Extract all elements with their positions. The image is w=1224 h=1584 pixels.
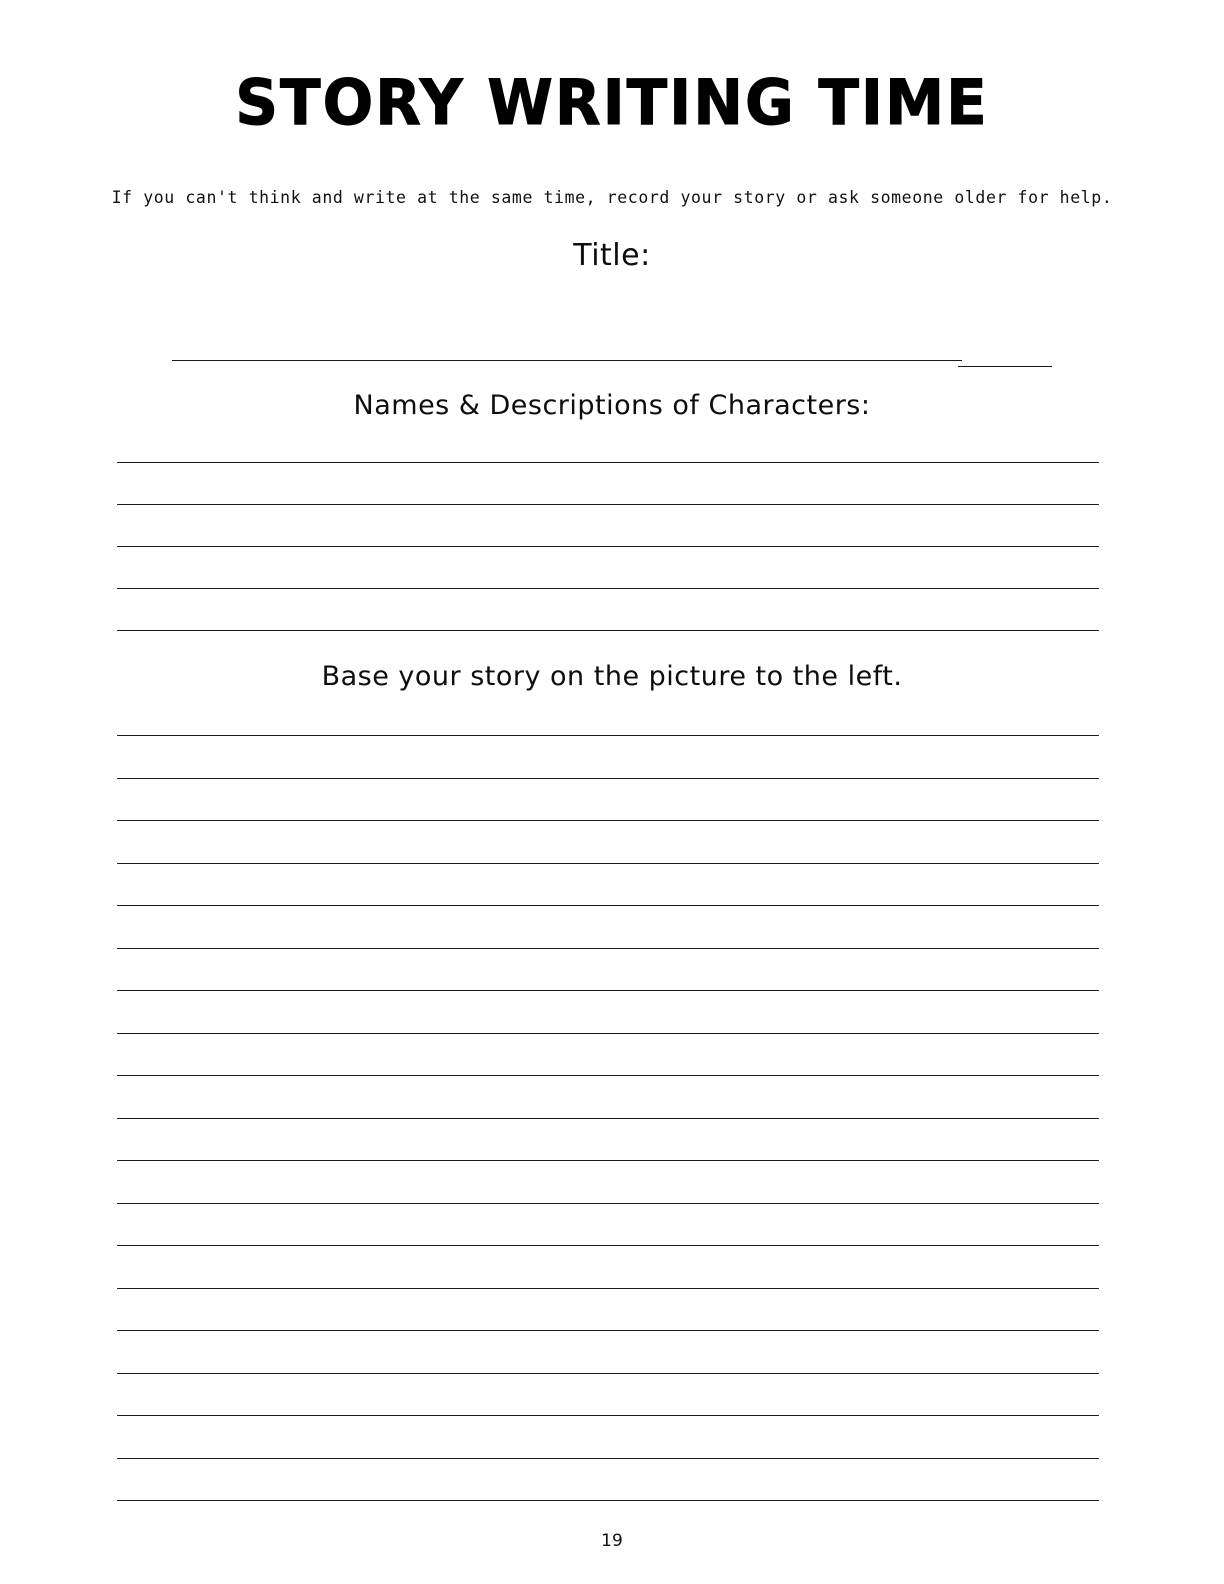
page-title: STORY WRITING TIME: [235, 66, 989, 139]
section-heading-title: Title:: [573, 238, 651, 273]
section-heading-characters: Names & Descriptions of Characters:: [353, 390, 871, 421]
writing-line[interactable]: [117, 948, 1099, 949]
writing-line[interactable]: [117, 1500, 1099, 1501]
writing-line[interactable]: [117, 1373, 1099, 1374]
writing-line[interactable]: [117, 863, 1099, 864]
section-heading-base-your-story: Base your story on the picture to the left.: [321, 661, 903, 692]
instruction-text: If you can't think and write at the same time, record your story or ask someone older for help.: [111, 188, 1113, 207]
writing-line[interactable]: [117, 546, 1099, 547]
writing-line[interactable]: [117, 1288, 1099, 1289]
title-rule-main: [172, 360, 962, 361]
writing-line[interactable]: [117, 504, 1099, 505]
writing-line[interactable]: [117, 905, 1099, 906]
writing-line[interactable]: [117, 735, 1099, 736]
writing-line[interactable]: [117, 1118, 1099, 1119]
writing-line[interactable]: [117, 1160, 1099, 1161]
writing-line[interactable]: [117, 588, 1099, 589]
story-writing-lines[interactable]: [117, 735, 1099, 1543]
writing-line[interactable]: [117, 1033, 1099, 1034]
writing-line[interactable]: [117, 1330, 1099, 1331]
writing-line[interactable]: [117, 778, 1099, 779]
writing-line[interactable]: [117, 630, 1099, 631]
writing-line[interactable]: [117, 1245, 1099, 1246]
writing-line[interactable]: [117, 462, 1099, 463]
writing-line[interactable]: [117, 1415, 1099, 1416]
page-number: 19: [601, 1531, 623, 1551]
writing-line[interactable]: [117, 1458, 1099, 1459]
writing-line[interactable]: [117, 820, 1099, 821]
writing-line[interactable]: [117, 1075, 1099, 1076]
writing-line[interactable]: [117, 990, 1099, 991]
title-answer-line[interactable]: [172, 352, 1052, 372]
writing-line[interactable]: [117, 1203, 1099, 1204]
title-rule-tail: [958, 366, 1052, 367]
characters-writing-lines[interactable]: [117, 462, 1099, 672]
